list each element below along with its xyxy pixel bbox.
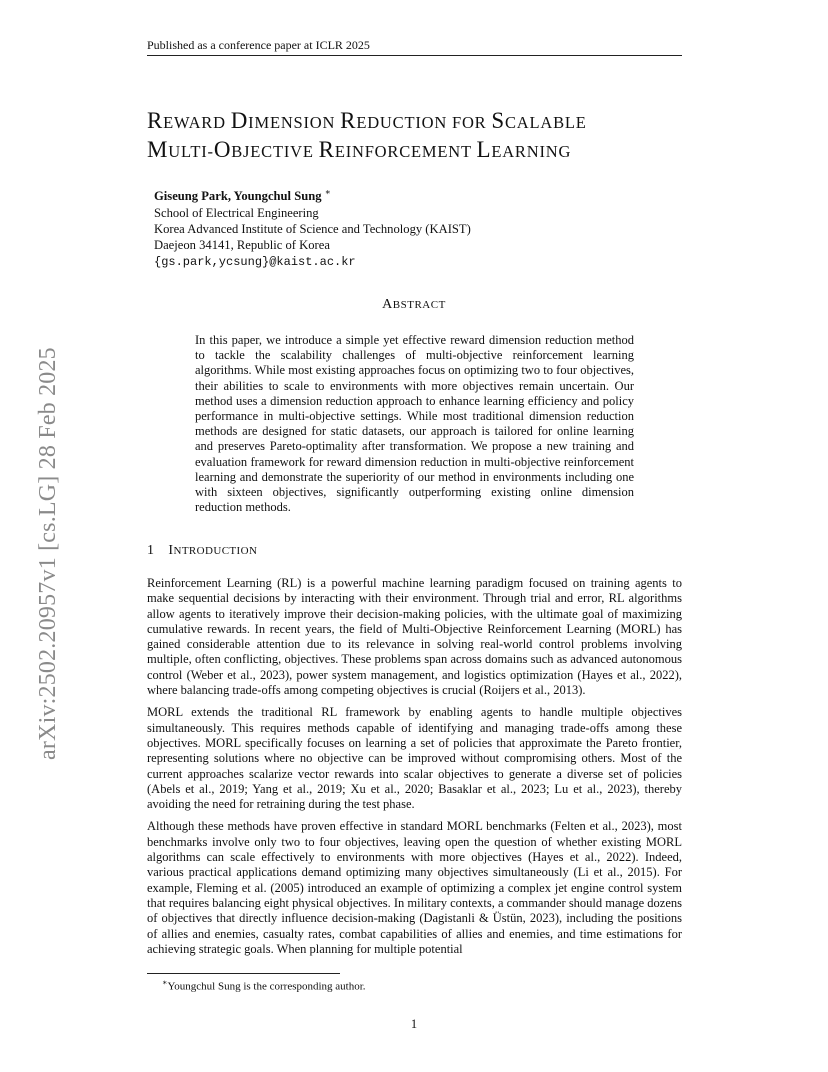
title-line-1: REWARD DIMENSION REDUCTION FOR SCALABLE <box>147 108 587 133</box>
introduction-body <box>147 576 682 964</box>
affiliation-line: School of Electrical Engineering <box>154 205 319 220</box>
author-block <box>154 184 471 270</box>
title-line-2: MULTI-OBJECTIVE REINFORCEMENT LEARNING <box>147 137 572 162</box>
footnote-rule <box>147 973 340 974</box>
running-header: Published as a conference paper at ICLR 2025 <box>147 38 370 52</box>
author-email: {gs.park,ycsung}@kaist.ac.kr <box>154 254 356 269</box>
affiliation-line: Daejeon 34141, Republic of Korea <box>154 238 330 253</box>
paragraph: MORL extends the traditional RL framework by enabling agents to handle multiple objectives simultaneously. This requires methods capable of identifying and managing trade-offs among these objectives. MORL specifically focuses on learning a set of policies that approximate the Pareto frontier, representing solutions where no objective can be improved without compromising others. Most of the current approaches scalarize vector rewards into scalar objectives to generate a diverse set of policies (Abels et al., 2019; Yang et al., 2019; Xu et al., 2020; Basaklar et al., 2023; Lu et al., 2023), thereby avoiding the need for retraining during the test phase. <box>147 705 682 812</box>
paper-title <box>147 107 707 165</box>
header-rule <box>147 55 682 56</box>
arxiv-stamp: arXiv:2502.20957v1 [cs.LG] 28 Feb 2025 <box>35 347 61 760</box>
author-footnote-mark: ∗ <box>324 187 331 197</box>
paragraph: Reinforcement Learning (RL) is a powerful machine learning paradigm focused on training agents to make sequential decisions by interacting with their environment. Through trial and error, RL algorithms allow agents to iteratively improve their decision-making policies, with the ultimate goal of maximizing cumulative rewards. In recent years, the field of Multi-Objective Reinforcement Learning (MORL) has gained considerable attention due to its relevance in solving real-world control problems involving multiple, often conflicting, objectives. These problems span across domains such as advanced autonomous control (Weber et al., 2023), power system management, and logistics optimization (Hayes et al., 2022), where balancing trade-offs among competing objectives is crucial (Roijers et al., 2013). <box>147 576 682 698</box>
abstract-heading: ABSTRACT <box>382 297 446 312</box>
author-names: Giseung Park, Youngchul Sung <box>154 189 322 204</box>
paragraph: Although these methods have proven effective in standard MORL benchmarks (Felten et al., 2023), most benchmarks involve only two to four objectives, leaving open the question of whether existing MORL algorithms can scale effectively to environments with more objectives (Hayes et al., 2022). Indeed, various practical applications demand optimizing many objectives simultaneously (Li et al., 2015). For example, Fleming et al. (2005) introduced an example of optimizing a complex jet engine control system that requires balancing eight physical objectives. In military contexts, a commander should manage dozens of objectives that directly influence decision-making (Dagistanli & Üstün, 2023), including the positions of allies and enemies, casualty rates, combat capabilities of allies and enemies, and time estimations for achieving strategic goals. When planning for multiple potential <box>147 819 682 956</box>
affiliation-line: Korea Advanced Institute of Science and Technology (KAIST) <box>154 222 471 236</box>
section-heading-introduction: 1 INTRODUCTION <box>147 543 258 558</box>
abstract-text: In this paper, we introduce a simple yet effective reward dimension reduction method to tackle the scalability challenges of multi-objective reinforcement learning algorithms. While most existing approaches focus on optimizing two to four objectives, their abilities to scale to environments with more objectives remain uncertain. Our method uses a dimension reduction approach to enhance learning efficiency and policy performance in multi-objective settings. While most traditional dimension reduction methods are designed for static datasets, our approach is tailored for online learning and preserves Pareto-optimality after transformation. We propose a new training and evaluation framework for reward dimension reduction in multi-objective reinforcement learning and demonstrate the superiority of our method in environments including one with sixteen objectives, significantly outperforming existing online dimension reduction methods. <box>195 333 634 515</box>
section-number: 1 <box>147 543 155 558</box>
footnote: ∗Youngchul Sung is the corresponding author. <box>162 978 366 993</box>
page-number: 1 <box>410 1017 418 1031</box>
